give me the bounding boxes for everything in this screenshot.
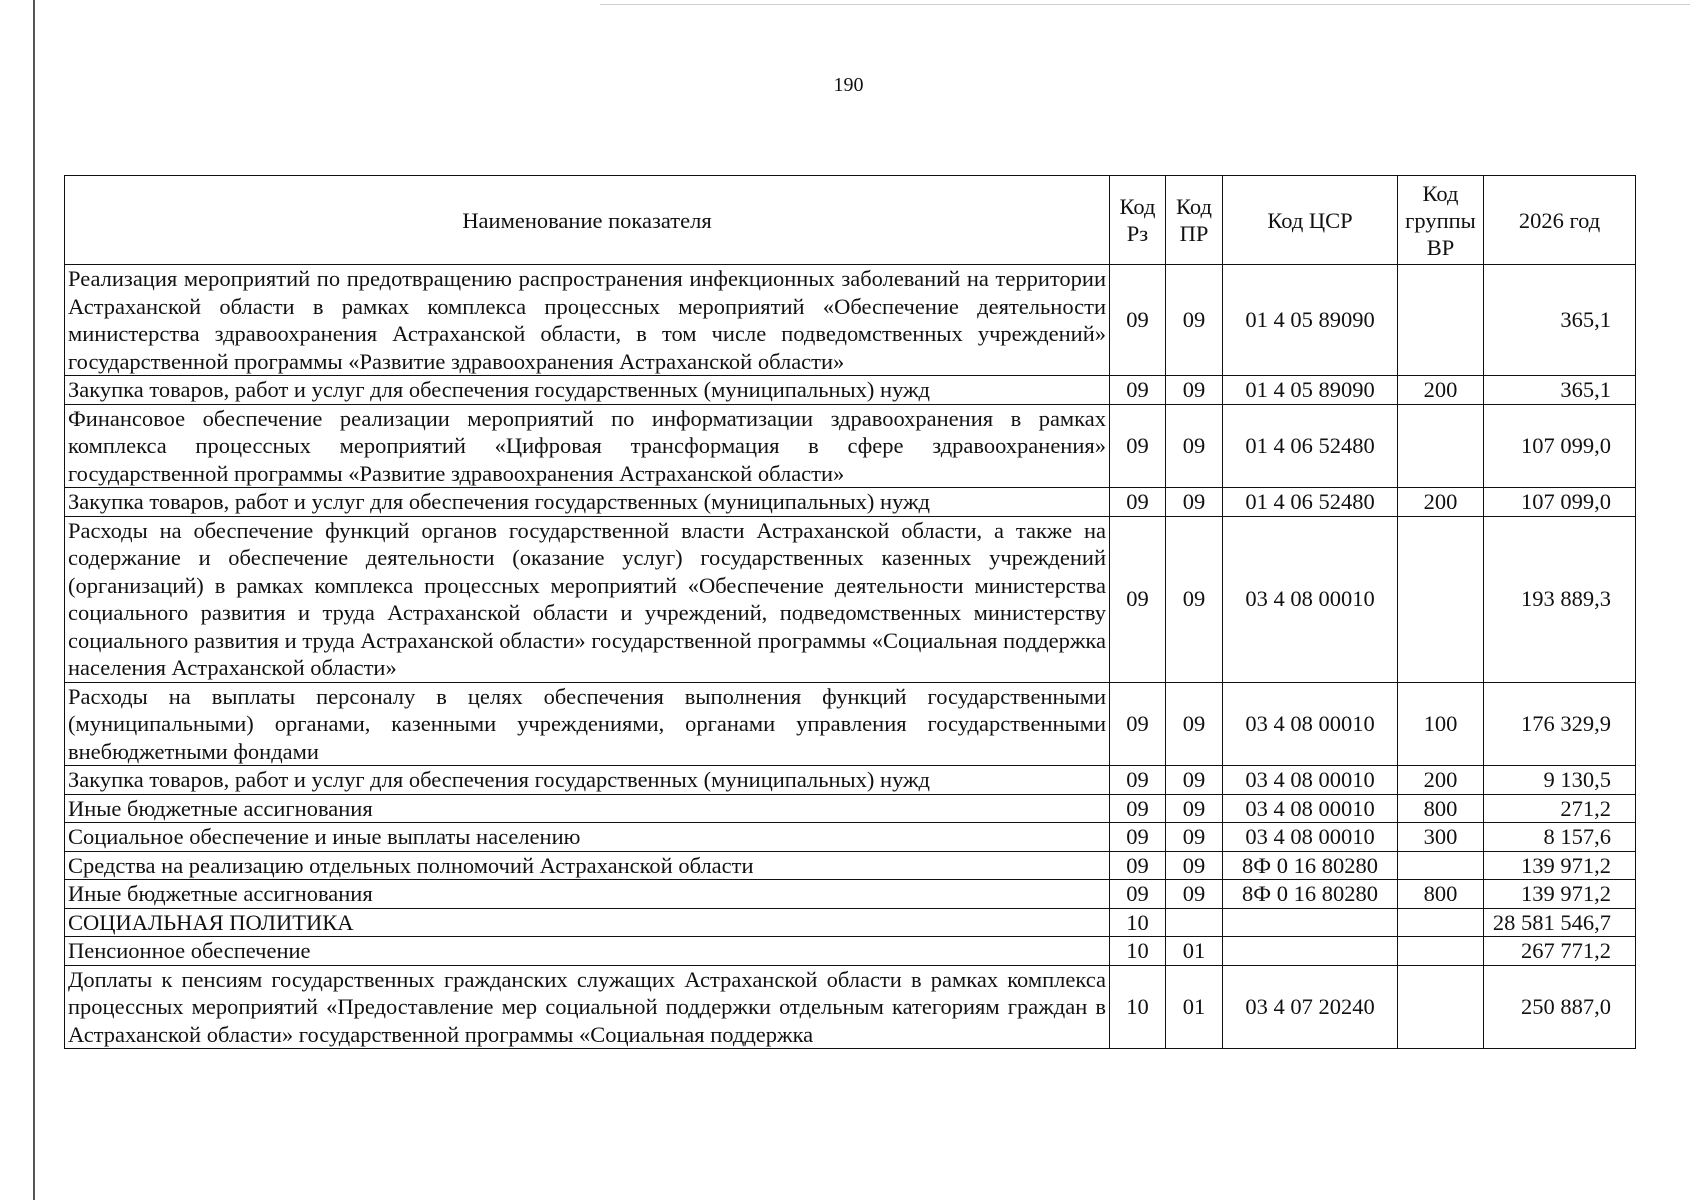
row-rz: 10 xyxy=(1110,965,1166,1049)
table-row xyxy=(65,682,1636,766)
row-name: Иные бюджетные ассигнования xyxy=(65,880,1110,909)
header-vr: Код группы ВР xyxy=(1398,176,1484,265)
table-row xyxy=(65,880,1636,909)
row-csr: 8Ф 0 16 80280 xyxy=(1223,851,1398,880)
table-row xyxy=(65,488,1636,517)
row-rz: 09 xyxy=(1110,766,1166,795)
header-rz: Код Рз xyxy=(1110,176,1166,265)
row-vr xyxy=(1398,965,1484,1049)
row-pr: 09 xyxy=(1166,766,1223,795)
row-vr xyxy=(1398,937,1484,966)
row-csr: 8Ф 0 16 80280 xyxy=(1223,880,1398,909)
header-name: Наименование показателя xyxy=(65,176,1110,265)
row-name: Средства на реализацию отдельных полномочий Астраханской области xyxy=(65,851,1110,880)
table-row xyxy=(65,376,1636,405)
row-name: СОЦИАЛЬНАЯ ПОЛИТИКА xyxy=(65,908,1110,937)
row-pr: 09 xyxy=(1166,880,1223,909)
row-sum: 107 099,0 xyxy=(1484,404,1636,488)
row-vr: 300 xyxy=(1398,823,1484,852)
row-pr: 09 xyxy=(1166,376,1223,405)
row-sum: 107 099,0 xyxy=(1484,488,1636,517)
row-vr xyxy=(1398,851,1484,880)
row-csr: 01 4 06 52480 xyxy=(1223,404,1398,488)
row-csr xyxy=(1223,908,1398,937)
row-pr: 01 xyxy=(1166,937,1223,966)
row-name: Закупка товаров, работ и услуг для обеспечения государственных (муниципальных) нужд xyxy=(65,766,1110,795)
row-sum: 139 971,2 xyxy=(1484,880,1636,909)
header-csr: Код ЦСР xyxy=(1223,176,1398,265)
row-name: Иные бюджетные ассигнования xyxy=(65,794,1110,823)
table-row xyxy=(65,516,1636,682)
row-sum: 250 887,0 xyxy=(1484,965,1636,1049)
row-csr xyxy=(1223,937,1398,966)
table-row xyxy=(65,823,1636,852)
binding-edge-line xyxy=(33,0,35,1200)
row-sum: 365,1 xyxy=(1484,376,1636,405)
row-pr: 09 xyxy=(1166,265,1223,376)
header-year: 2026 год xyxy=(1484,176,1636,265)
row-rz: 09 xyxy=(1110,516,1166,682)
row-vr: 800 xyxy=(1398,794,1484,823)
row-pr: 09 xyxy=(1166,516,1223,682)
row-vr: 200 xyxy=(1398,376,1484,405)
budget-table xyxy=(64,175,1636,1049)
row-vr: 200 xyxy=(1398,766,1484,795)
row-rz: 09 xyxy=(1110,682,1166,766)
page-number: 190 xyxy=(833,74,864,96)
row-vr: 800 xyxy=(1398,880,1484,909)
row-name: Реализация мероприятий по предотвращению распространения инфекционных заболеваний на территории Астраханской области в рамках комплекса процессных мероприятий «Обеспечение деятельности министерства здравоохранения Астраханской области, в том числе подведомственных учреждений» государственной программы «Развитие здравоохранения Астраханской области» xyxy=(65,265,1110,376)
row-csr: 03 4 08 00010 xyxy=(1223,766,1398,795)
table-row xyxy=(65,908,1636,937)
row-pr: 09 xyxy=(1166,851,1223,880)
table-row xyxy=(65,937,1636,966)
table-header-row xyxy=(65,176,1636,265)
row-vr xyxy=(1398,908,1484,937)
row-pr xyxy=(1166,908,1223,937)
row-vr xyxy=(1398,265,1484,376)
row-sum: 365,1 xyxy=(1484,265,1636,376)
table-row xyxy=(65,265,1636,376)
row-sum: 139 971,2 xyxy=(1484,851,1636,880)
row-csr: 03 4 08 00010 xyxy=(1223,516,1398,682)
row-sum: 271,2 xyxy=(1484,794,1636,823)
scan-top-edge xyxy=(600,4,1690,5)
row-csr: 03 4 08 00010 xyxy=(1223,823,1398,852)
table-row xyxy=(65,404,1636,488)
row-rz: 09 xyxy=(1110,376,1166,405)
row-rz: 09 xyxy=(1110,265,1166,376)
row-pr: 09 xyxy=(1166,488,1223,517)
row-rz: 09 xyxy=(1110,823,1166,852)
row-name: Расходы на обеспечение функций органов государственной власти Астраханской области, а также на содержание и обеспечение деятельности (оказание услуг) государственных казенных учреждений (организаций) в рамках комплекса процессных мероприятий «Обеспечение деятельности министерства социального развития и труда Астраханской области и учреждений, подведомственных министерству социального развития и труда Астраханской области» государственной программы «Социальная поддержка населения Астраханской области» xyxy=(65,516,1110,682)
row-rz: 09 xyxy=(1110,794,1166,823)
row-name: Расходы на выплаты персоналу в целях обеспечения выполнения функций государственными (муниципальными) органами, казенными учреждениями, органами управления государственными внебюджетными фондами xyxy=(65,682,1110,766)
row-pr: 01 xyxy=(1166,965,1223,1049)
row-csr: 01 4 05 89090 xyxy=(1223,376,1398,405)
row-csr: 03 4 07 20240 xyxy=(1223,965,1398,1049)
row-name: Пенсионное обеспечение xyxy=(65,937,1110,966)
row-pr: 09 xyxy=(1166,404,1223,488)
row-vr xyxy=(1398,404,1484,488)
row-name: Доплаты к пенсиям государственных гражданских служащих Астраханской области в рамках комплекса процессных мероприятий «Предоставление мер социальной поддержки отдельным категориям граждан в Астраханской области» государственной программы «Социальная поддержка xyxy=(65,965,1110,1049)
row-vr: 100 xyxy=(1398,682,1484,766)
row-rz: 10 xyxy=(1110,908,1166,937)
row-pr: 09 xyxy=(1166,823,1223,852)
row-csr: 03 4 08 00010 xyxy=(1223,794,1398,823)
row-pr: 09 xyxy=(1166,682,1223,766)
row-name: Социальное обеспечение и иные выплаты населению xyxy=(65,823,1110,852)
row-rz: 09 xyxy=(1110,880,1166,909)
row-pr: 09 xyxy=(1166,794,1223,823)
row-sum: 9 130,5 xyxy=(1484,766,1636,795)
row-name: Финансовое обеспечение реализации мероприятий по информатизации здравоохранения в рамках комплекса процессных мероприятий «Цифровая трансформация в сфере здравоохранения» государственной программы «Развитие здравоохранения Астраханской области» xyxy=(65,404,1110,488)
table-row xyxy=(65,794,1636,823)
row-csr: 01 4 05 89090 xyxy=(1223,265,1398,376)
row-sum: 193 889,3 xyxy=(1484,516,1636,682)
row-name: Закупка товаров, работ и услуг для обеспечения государственных (муниципальных) нужд xyxy=(65,376,1110,405)
row-sum: 28 581 546,7 xyxy=(1484,908,1636,937)
header-pr: Код ПР xyxy=(1166,176,1223,265)
table-row xyxy=(65,851,1636,880)
row-vr xyxy=(1398,516,1484,682)
row-sum: 267 771,2 xyxy=(1484,937,1636,966)
row-name: Закупка товаров, работ и услуг для обеспечения государственных (муниципальных) нужд xyxy=(65,488,1110,517)
row-csr: 01 4 06 52480 xyxy=(1223,488,1398,517)
row-vr: 200 xyxy=(1398,488,1484,517)
row-csr: 03 4 08 00010 xyxy=(1223,682,1398,766)
table-row xyxy=(65,766,1636,795)
table-row xyxy=(65,965,1636,1049)
row-rz: 09 xyxy=(1110,404,1166,488)
row-rz: 09 xyxy=(1110,851,1166,880)
row-sum: 8 157,6 xyxy=(1484,823,1636,852)
row-rz: 09 xyxy=(1110,488,1166,517)
row-sum: 176 329,9 xyxy=(1484,682,1636,766)
row-rz: 10 xyxy=(1110,937,1166,966)
